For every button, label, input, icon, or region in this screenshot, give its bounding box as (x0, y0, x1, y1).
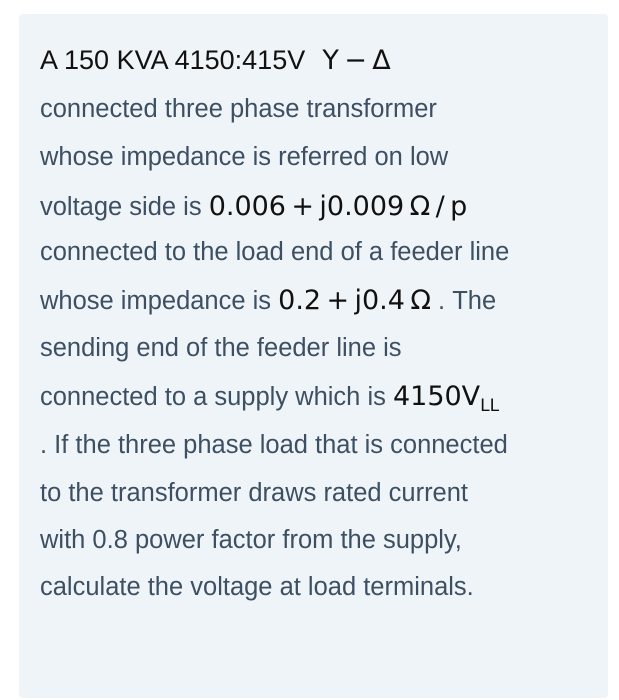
problem-line-4-text: voltage side is (40, 193, 202, 221)
feeder-impedance: 0.2 + j0.4 Ω (278, 285, 431, 316)
problem-line-6 (40, 287, 496, 315)
problem-line-5: connected to the load end of a feeder line (40, 238, 510, 266)
problem-line-11: with 0.8 power factor from the supply, (40, 526, 462, 554)
problem-line-4 (40, 193, 467, 221)
problem-line-1 (40, 47, 391, 75)
problem-line-8-text: connected to a supply which is (40, 383, 386, 411)
transformer-impedance: 0.006 + j0.009 Ω / p (208, 191, 468, 222)
problem-line-9: . If the three phase load that is connected (40, 431, 508, 459)
problem-line-2: connected three phase transformer (40, 95, 437, 123)
transformer-rating: A 150 KVA 4150:415V (40, 45, 306, 75)
problem-line-10: to the transformer draws rated current (40, 479, 469, 507)
supply-voltage-value: 4150V (392, 381, 481, 412)
connection-type: Y − Δ (322, 45, 391, 76)
problem-line-8 (40, 383, 499, 415)
problem-line-3: whose impedance is referred on low (40, 143, 449, 171)
supply-voltage (392, 381, 500, 416)
problem-line-6-text: whose impedance is (40, 287, 272, 315)
problem-line-6-tail: . The (438, 287, 497, 315)
supply-voltage-subscript: LL (480, 396, 500, 416)
problem-line-12: calculate the voltage at load terminals. (40, 573, 474, 601)
problem-line-7: sending end of the feeder line is (40, 334, 402, 362)
